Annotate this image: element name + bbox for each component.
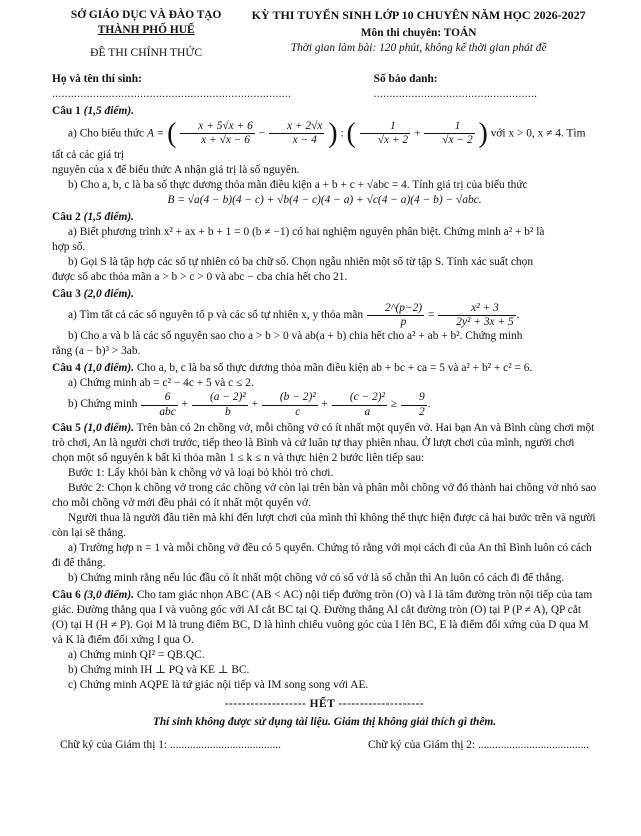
q1a-colon: :	[340, 127, 344, 140]
student-name-field	[52, 72, 374, 102]
q4b-den3: c	[295, 405, 301, 418]
question-4-title	[52, 361, 597, 376]
exam-info-block	[240, 8, 597, 60]
id-dots: ....................................................	[373, 88, 538, 101]
instruction-note: Thí sinh không được sử dụng tài liệu. Giám thị không giải thích gì thêm.	[152, 715, 497, 728]
q5-paragraph: Trên bàn có 2n chồng vở, mỗi chồng vở có ít nhất một quyển vở. Hai bạn An và Bình cùng chơi một trò chơi, An là người chơi trước, tiếp theo là Bình và cứ luân tự thay phiên nhau. Ở lượt chơi của mình, người chơi chọn một số nguyên k bất kì thỏa mãn 1 ≤ k ≤ n và thực hiện 2 bước liên tiếp sau:	[52, 421, 595, 464]
q1-part-b: b) Cho a, b, c là ba số thực dương thỏa mãn điều kiện a + b + c + √abc = 4. Tính giá trị của biểu thức	[68, 178, 528, 191]
q4b-label: b) Chứng minh	[68, 398, 138, 411]
supervisor-1-signature: Chữ ký của Giám thị 1: .......................................	[60, 738, 281, 751]
q6-part-a: a) Chứng minh QI² = QB.QC.	[68, 649, 205, 662]
q6-paragraph: Cho tam giác nhọn ABC (AB < AC) nội tiếp đường tròn (O) và I là tâm đường tròn nội tiếp của tam giác. Đường thẳng qua I và vuông góc với AI cắt BC tại Q. Đường thẳng AI cắt đường tròn (O) tại P (P ≠ A), QP cắt (O) tại H (H ≠ P). Gọi M là trung điểm BC, D là hình chiếu vuông góc của I lên BC, E là điểm đối xứng của D qua M và K là điểm đối xứng I qua O.	[52, 589, 593, 647]
q3-points: (2,0 điểm).	[83, 287, 134, 300]
q1a-num1: x + 5√x + 6	[180, 120, 255, 134]
q1a-num4: 1	[424, 120, 474, 134]
q4b-fraction-2	[192, 391, 248, 418]
q4-intro: Cho a, b, c là ba số thực dương thỏa mãn điều kiện ab + bc + ca = 5 và a² + b² + c² = 6.	[136, 362, 533, 375]
q4b-num4: (c − 2)²	[332, 391, 387, 405]
q1a-den3: √x + 2	[377, 134, 409, 147]
q3a-end: .	[516, 309, 520, 322]
q1a-fraction-1	[180, 120, 255, 147]
q1a-num3: 1	[360, 120, 410, 134]
question-2-title	[52, 210, 597, 225]
q1a-condition: với x > 0, x ≠ 4. Tìm tất cả các giá trị	[52, 127, 586, 161]
q2a-continuation: hợp số.	[52, 240, 86, 253]
question-5-intro	[52, 421, 597, 466]
q2-points: (1,5 điểm).	[83, 210, 134, 223]
q4b-fraction-4	[332, 391, 387, 418]
q3a-fraction-1	[367, 302, 424, 329]
q4-part-a: a) Chứng minh ab = c² − 4c + 5 và c ≤ 2.	[68, 377, 254, 390]
id-label: Số báo danh:	[373, 73, 438, 86]
q4b-plus-2: +	[251, 398, 259, 411]
q4b-den1: abc	[159, 405, 176, 418]
student-id-field	[374, 72, 597, 102]
q1a-fraction-3	[360, 120, 410, 147]
q3-title: Câu 3	[52, 287, 81, 300]
exam-header	[52, 8, 597, 60]
name-dots: ............................................................................	[52, 88, 292, 101]
q4b-fraction-1	[141, 391, 177, 418]
q1-points: (1,5 điểm).	[83, 105, 134, 118]
paren-open: (	[167, 117, 177, 149]
q3b-continuation: rằng (a − b)³ > 3ab.	[52, 345, 141, 358]
q1a-num2: x + 2√x	[269, 120, 324, 134]
q4b-ge: ≥	[390, 398, 398, 411]
q1a-fraction-2	[269, 120, 324, 147]
q2-part-b: b) Gọi S là tập hợp các số tự nhiên có ba chữ số. Chọn ngẫu nhiên một số từ tập S. Tính xác suất chọn	[68, 255, 534, 268]
q1-title: Câu 1	[52, 105, 81, 118]
q4b-den5: 2	[418, 405, 425, 418]
q1a-continuation: nguyên của x để biểu thức A nhận giá trị là số nguyên.	[52, 163, 300, 176]
q2-part-a: a) Biết phương trình x² + ax + b + 1 = 0 (b ≠ −1) có hai nghiệm nguyên phân biệt. Chứng minh a² + b² là	[68, 225, 545, 238]
q6-part-c: c) Chứng minh AQPE là tứ giác nội tiếp và IM song song với AE.	[68, 679, 369, 692]
q1a-expr-left: A =	[146, 127, 165, 140]
q6-points: (3,0 điểm).	[83, 589, 134, 602]
q1a-label: a) Cho biểu thức	[68, 127, 145, 140]
student-info	[52, 72, 597, 102]
question-3	[52, 287, 597, 359]
time-line: Thời gian làm bài: 120 phút, không kể thời gian phát đề	[290, 41, 547, 54]
q2b-continuation: được số abc thỏa mãn a > b > c > 0 và abc − cba chia hết cho 21.	[52, 270, 348, 283]
q3a-fraction-2	[438, 302, 515, 329]
q3a-equals: =	[427, 309, 435, 322]
q4b-end: .	[427, 398, 431, 411]
q5-title: Câu 5	[52, 421, 81, 434]
end-marker: ------------------- HẾT --------------------	[224, 698, 425, 711]
q1a-plus: +	[413, 127, 421, 140]
q1a-den4: √x − 2	[442, 134, 473, 147]
q4b-num5: 9	[401, 391, 427, 405]
q4b-plus-3: +	[321, 398, 328, 411]
department-block	[52, 8, 240, 60]
q4b-plus-1: +	[181, 398, 189, 411]
q6-part-b: b) Chứng minh IH ⊥ PQ và KE ⊥ BC.	[68, 664, 250, 677]
signature-row	[52, 738, 597, 753]
q1-part-a	[52, 117, 597, 163]
q6-title: Câu 6	[52, 589, 81, 602]
paren-close-2: )	[478, 117, 488, 149]
q4-title: Câu 4	[52, 362, 81, 375]
exam-title: KỲ THI TUYỂN SINH LỚP 10 CHUYÊN NĂM HỌC 2026-2027	[251, 8, 586, 22]
paren-close: )	[328, 117, 338, 149]
official-label: ĐỀ THI CHÍNH THỨC	[90, 46, 203, 60]
q5-points: (1,0 điểm).	[83, 421, 134, 434]
q3a-den1: p	[400, 316, 407, 329]
q4-part-b	[52, 391, 597, 418]
q5-step-1: Bước 1: Lấy khỏi bàn k chồng vở và loại bỏ khỏi trò chơi.	[68, 466, 334, 479]
question-2	[52, 210, 597, 285]
q3a-num1: 2^(p−2)	[367, 302, 424, 316]
q4b-num1: 6	[141, 391, 177, 405]
question-1-title	[52, 104, 597, 119]
q4b-fraction-5	[401, 391, 427, 418]
q1a-den1: x + √x − 6	[201, 134, 250, 147]
q4b-den2: b	[224, 405, 231, 418]
question-6	[52, 588, 597, 693]
q1a-fraction-4	[424, 120, 474, 147]
paren-open-2: (	[346, 117, 356, 149]
city-name: THÀNH PHỐ HUẾ	[97, 24, 195, 37]
supervisor-2-signature: Chữ ký của Giám thị 2: .......................................	[368, 738, 589, 751]
question-4	[52, 361, 597, 418]
question-3-title	[52, 287, 597, 302]
q5-part-b: b) Chứng minh rằng nếu lúc đầu có ít nhất một chồng vở có số vở là số chẵn thì An luôn có cách đi để thắng.	[68, 572, 565, 585]
q4b-den4: a	[364, 405, 371, 418]
question-6-intro	[52, 588, 597, 648]
department-name: SỞ GIÁO DỤC VÀ ĐÀO TẠO	[70, 9, 222, 21]
q3-part-b: b) Cho a và b là các số nguyên sao cho a > b > 0 và ab(a + b) chia hết cho a² + ab + b². Chứng minh	[68, 330, 523, 343]
q1a-den2: x − 4	[292, 134, 317, 147]
q4b-num2: (a − 2)²	[192, 391, 248, 405]
q3a-num2: x² + 3	[438, 302, 515, 316]
q4-points: (1,0 điểm).	[83, 362, 134, 375]
q4b-num3: (b − 2)²	[262, 391, 318, 405]
q3-part-a	[52, 302, 597, 329]
question-5	[52, 421, 597, 587]
q2-title: Câu 2	[52, 210, 81, 223]
q3a-text: a) Tìm tất cả các số nguyên tố p và các số tự nhiên x, y thỏa mãn	[68, 309, 364, 322]
name-label: Họ và tên thí sinh:	[52, 73, 142, 86]
q5-step-2: Bước 2: Chọn k chồng vở trong các chồng vở còn lại trên bàn và phân mỗi chồng vở đó thành hai chồng vở nhỏ sao cho mỗi chồng vở mới đều phải có ít nhất một quyển vở.	[52, 481, 597, 509]
q5-part-a: a) Trường hợp n = 1 và mỗi chồng vở đều có 5 quyển. Chứng tỏ rằng với mọi cách đi của An thì Bình luôn có cách đi để thắng.	[52, 542, 592, 570]
q3a-den2: 2y² + 3x + 5	[456, 316, 514, 329]
q1b-expression: B = √a(4 − b)(4 − c) + √b(4 − c)(4 − a) + √c(4 − a)(4 − b) − √abc.	[167, 193, 482, 206]
question-1	[52, 104, 597, 207]
subject-line: Môn thi chuyên: TOÁN	[360, 26, 477, 39]
q4b-fraction-3	[262, 391, 318, 418]
q5-rule: Người thua là người đầu tiên mà khi đến lượt chơi của mình thì không thể thực hiện được cả hai bước trên và người còn lại sẽ thắng.	[52, 511, 596, 539]
q1a-minus: −	[258, 127, 266, 140]
